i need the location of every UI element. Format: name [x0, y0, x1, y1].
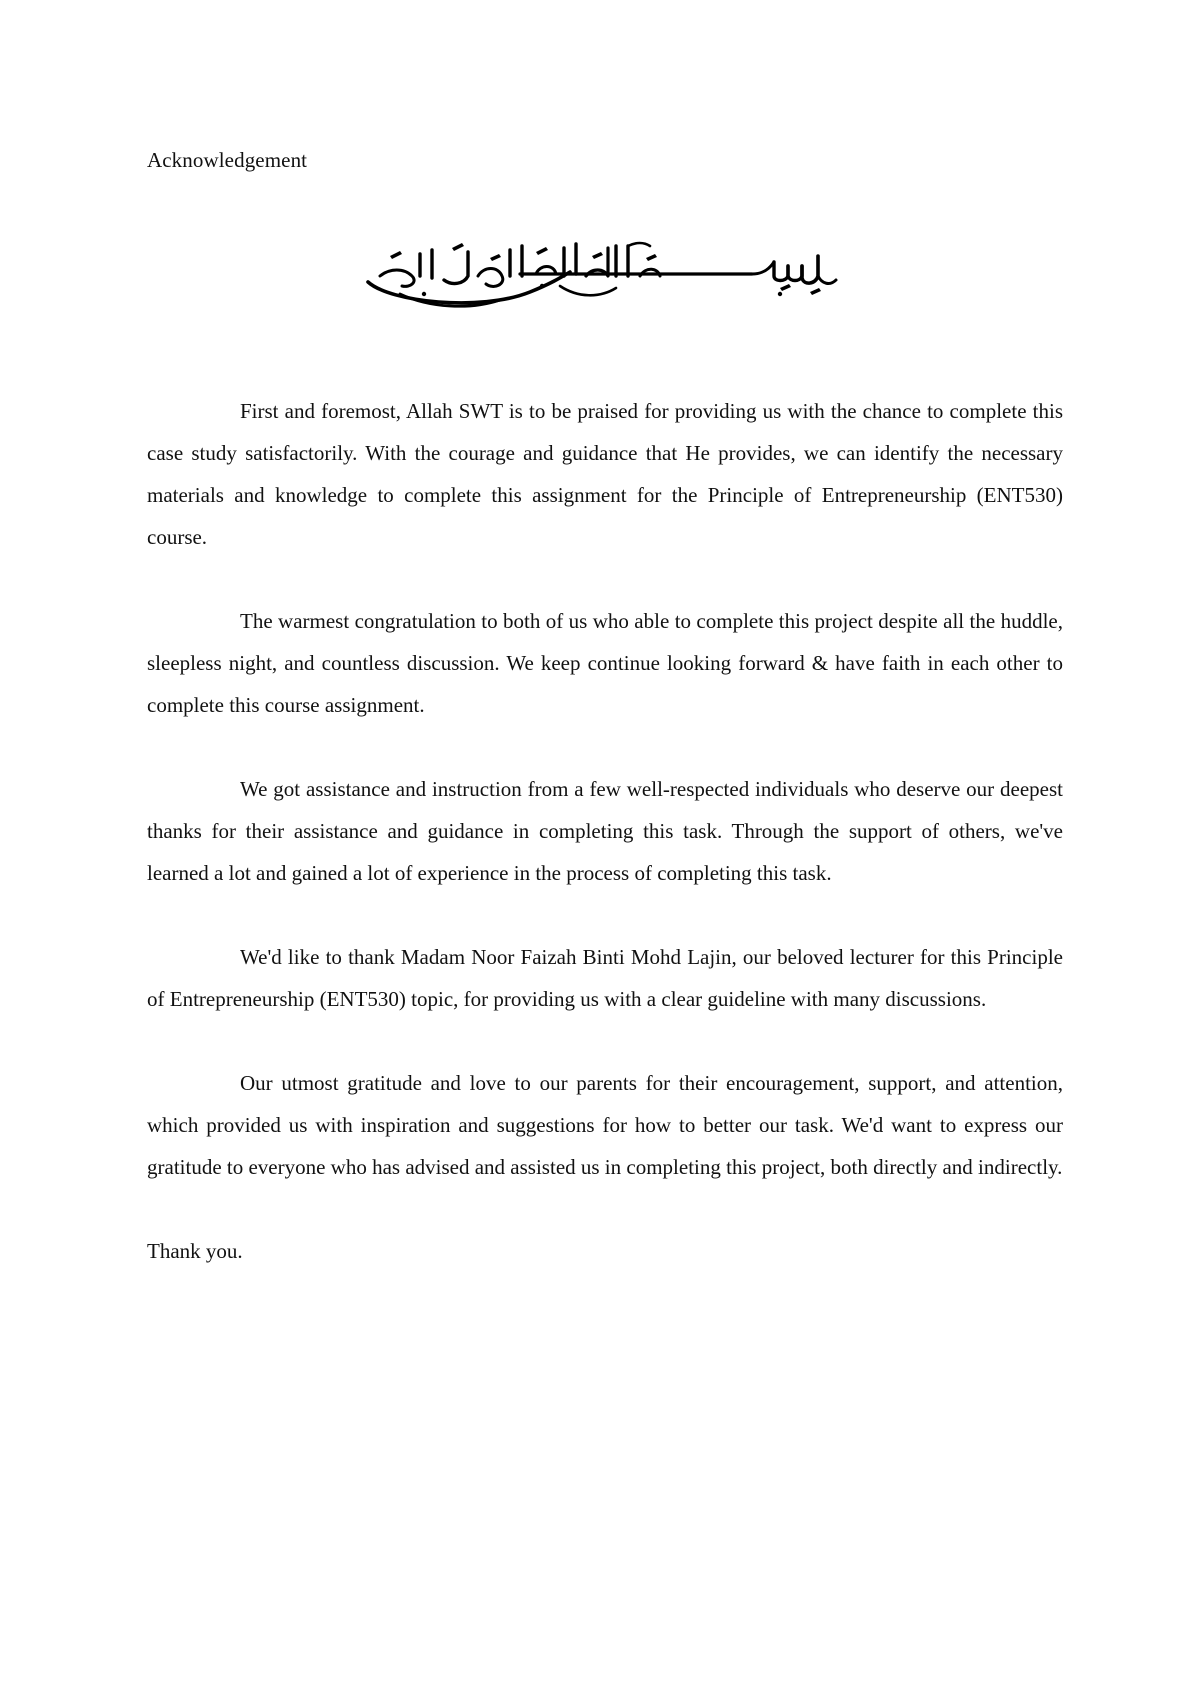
page-title: Acknowledgement — [147, 148, 308, 172]
paragraph-2: The warmest congratulation to both of us who able to complete this project despite all the huddle, sleepless night, and countless discussion. We keep continue looking forward & have faith in each other to complete this course assignment. — [147, 609, 1063, 717]
acknowledgement-body — [147, 390, 1063, 1272]
paragraph-3: We got assistance and instruction from a few well-respected individuals who deserve our deepest thanks for their assistance and guidance in completing this task. Through the support of others, we've learned a lot and gained a lot of experience in the process of completing this task. — [147, 777, 1063, 885]
paragraph-1: First and foremost, Allah SWT is to be praised for providing us with the chance to complete this case study satisfactorily. With the courage and guidance that He provides, we can identify the necessary materials and knowledge to complete this assignment for the Principle of Entrepreneurship (ENT530) course. — [147, 399, 1063, 549]
basmala-calligraphy-icon — [360, 236, 850, 318]
paragraph-5: Our utmost gratitude and love to our parents for their encouragement, support, and attention, which provided us with inspiration and suggestions for how to better our task. We'd want to express our gratitude to everyone who has advised and assisted us in completing this project, both directly and indirectly. — [147, 1071, 1063, 1179]
basmala-icon — [360, 236, 850, 318]
closing-line: Thank you. — [147, 1239, 243, 1263]
paragraph-4: We'd like to thank Madam Noor Faizah Binti Mohd Lajin, our beloved lecturer for this Principle of Entrepreneurship (ENT530) topic, for providing us with a clear guideline with many discussions. — [147, 945, 1063, 1011]
